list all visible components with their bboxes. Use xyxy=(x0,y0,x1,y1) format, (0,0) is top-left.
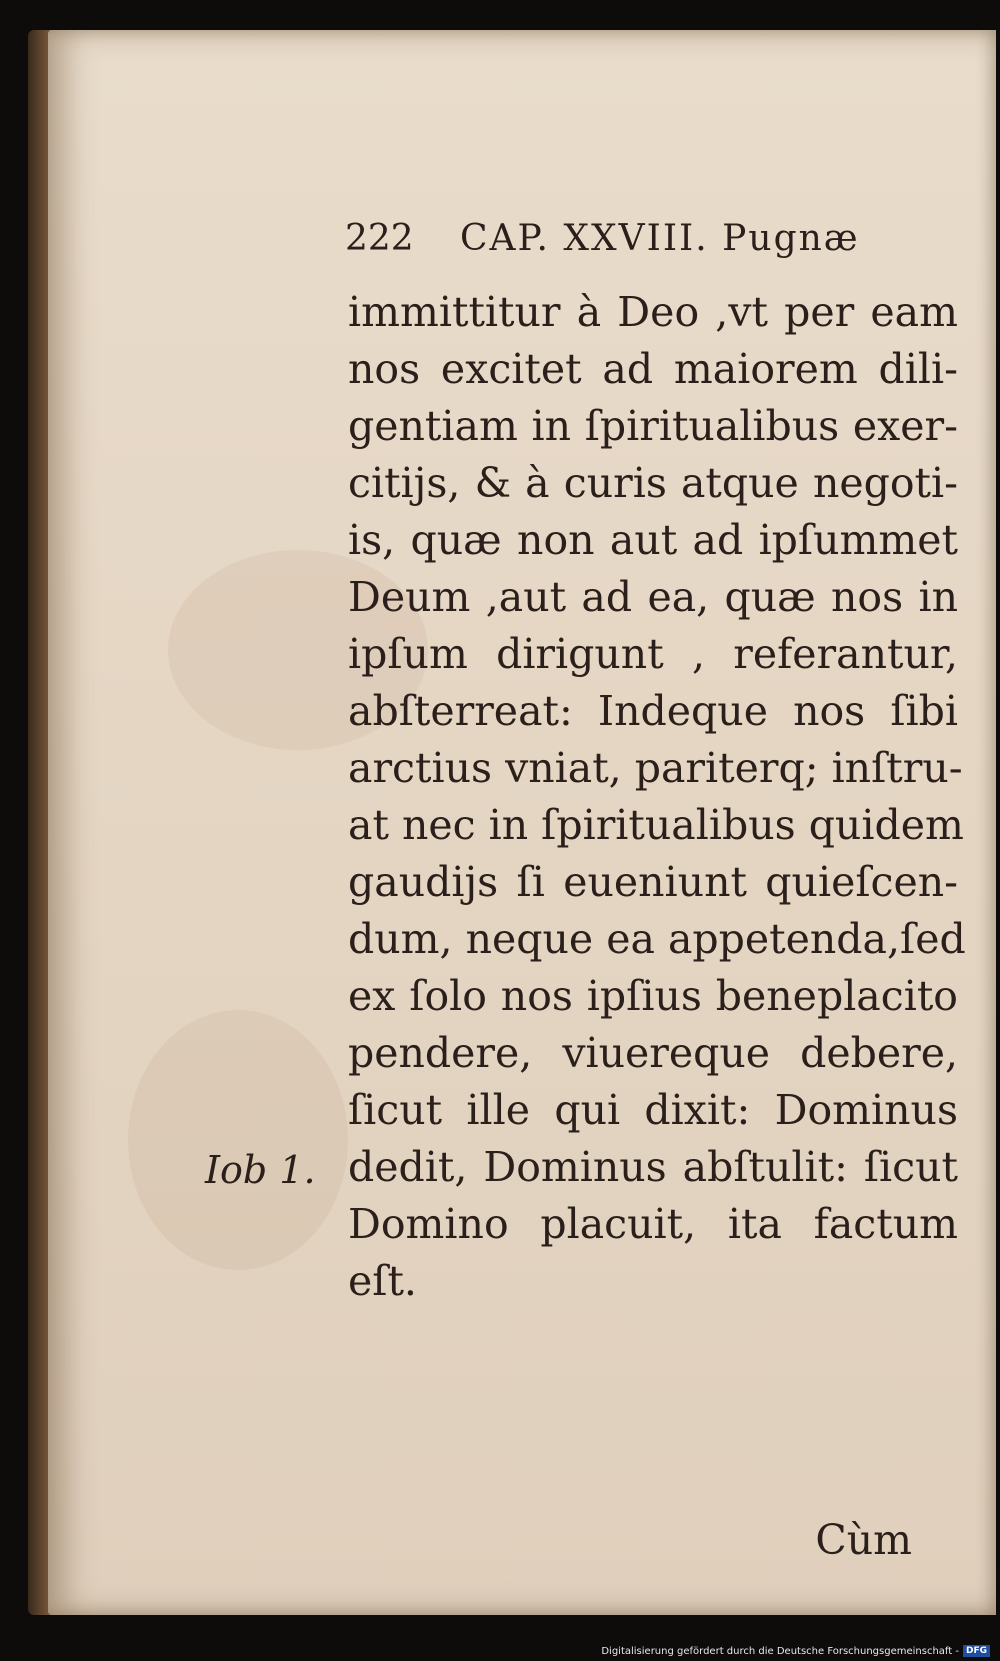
text-line: ſicut ille qui dixit: Dominus xyxy=(348,1086,958,1134)
text-line: dedit, Dominus abſtulit: ſicut xyxy=(348,1143,958,1191)
text-line: abſterreat: Indeque nos ſibi xyxy=(348,687,958,735)
text-line: nos excitet ad maiorem dili- xyxy=(348,345,958,393)
page-number: 222 xyxy=(345,218,414,259)
text-line: immittitur à Deo ,vt per eam xyxy=(348,288,958,336)
text-line: at nec in ſpiritualibus quidem xyxy=(348,801,964,849)
text-line: arctius vniat, pariterq; inſtru- xyxy=(348,744,963,792)
text-line: ipſum dirigunt , referantur, xyxy=(348,630,958,678)
footer-credit-text: Digitalisierung gefördert durch die Deutsche Forschungsgemeinschaft - xyxy=(601,1645,959,1657)
dfg-logo: DFG xyxy=(963,1645,990,1657)
body-text xyxy=(300,284,966,1310)
text-line: pendere, viuereque debere, xyxy=(348,1029,958,1077)
text-line: eſt. xyxy=(348,1257,417,1305)
text-line: gaudijs ſi eueniunt quieſcen- xyxy=(348,858,958,906)
text-line: ex ſolo nos ipſius beneplacito xyxy=(348,972,958,1020)
catchword: Cùm xyxy=(815,1516,912,1564)
text-line: Deum ,aut ad ea, quæ nos in xyxy=(348,573,958,621)
text-line: gentiam in ſpiritualibus exer- xyxy=(348,402,958,450)
margin-note-reference: Iob 1. xyxy=(205,1148,316,1192)
text-line: is, quæ non aut ad ipſummet xyxy=(348,516,958,564)
text-line: Domino placuit, ita factum xyxy=(348,1200,958,1248)
footer-credit xyxy=(601,1645,990,1657)
text-block xyxy=(300,218,966,1564)
chapter-title: CAP. XXVIII. Pugnæ xyxy=(460,218,860,259)
text-line: citijs, & à curis atque negoti- xyxy=(348,459,958,507)
running-header xyxy=(300,218,960,284)
text-line: dum, neque ea appetenda,ſed xyxy=(348,915,966,963)
